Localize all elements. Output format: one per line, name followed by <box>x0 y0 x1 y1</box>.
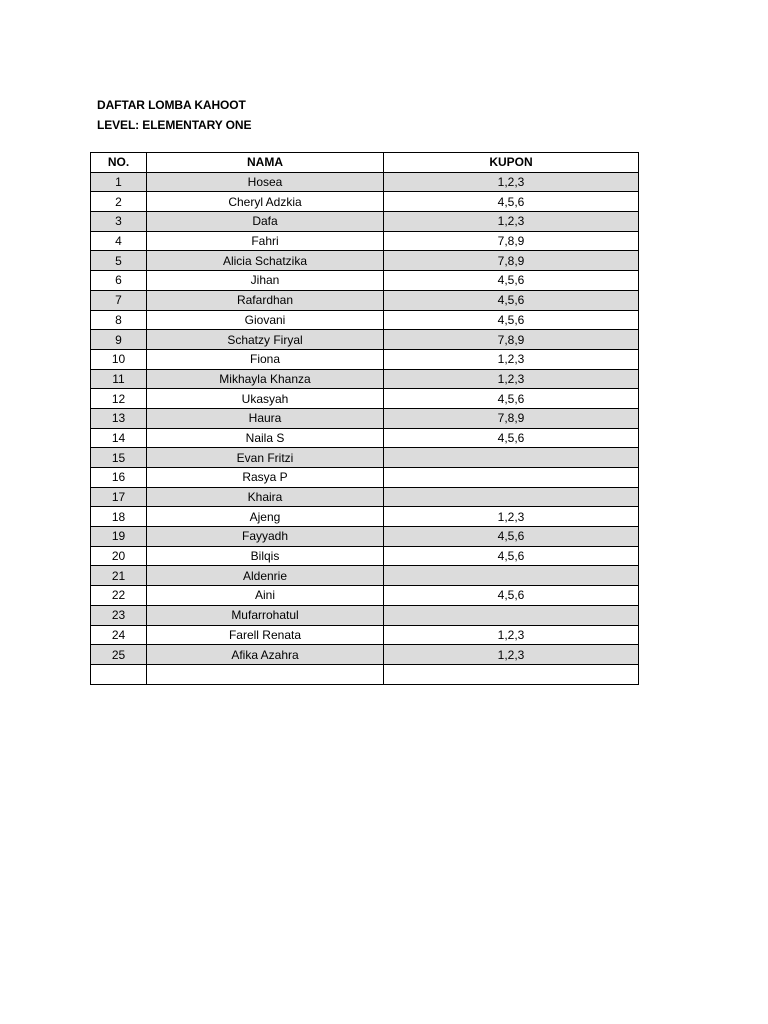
cell-nama: Aldenrie <box>147 566 384 586</box>
cell-nama: Cheryl Adzkia <box>147 192 384 212</box>
cell-no: 22 <box>91 586 147 606</box>
column-header-nama: NAMA <box>147 153 384 173</box>
table-header-row <box>91 153 639 173</box>
cell-nama: Farell Renata <box>147 625 384 645</box>
cell-kupon: 4,5,6 <box>384 586 639 606</box>
table-row <box>91 349 639 369</box>
cell-kupon: 4,5,6 <box>384 290 639 310</box>
cell-kupon <box>384 487 639 507</box>
cell-kupon: 4,5,6 <box>384 310 639 330</box>
cell-kupon <box>384 605 639 625</box>
cell-no: 12 <box>91 389 147 409</box>
cell-no: 20 <box>91 546 147 566</box>
cell-nama: Bilqis <box>147 546 384 566</box>
cell-no: 8 <box>91 310 147 330</box>
cell-no: 19 <box>91 527 147 547</box>
table-row <box>91 605 639 625</box>
table-row <box>91 231 639 251</box>
cell-kupon: 7,8,9 <box>384 251 639 271</box>
document-title: DAFTAR LOMBA KAHOOT <box>97 98 246 112</box>
table-row <box>91 448 639 468</box>
cell-kupon <box>384 566 639 586</box>
cell-kupon <box>384 468 639 488</box>
cell-no: 9 <box>91 330 147 350</box>
cell-kupon: 4,5,6 <box>384 527 639 547</box>
cell-kupon <box>384 664 639 684</box>
cell-kupon: 1,2,3 <box>384 212 639 232</box>
cell-no: 15 <box>91 448 147 468</box>
table-row <box>91 251 639 271</box>
cell-nama: Afika Azahra <box>147 645 384 665</box>
table-row <box>91 290 639 310</box>
cell-nama: Fahri <box>147 231 384 251</box>
cell-kupon: 4,5,6 <box>384 428 639 448</box>
cell-kupon: 1,2,3 <box>384 507 639 527</box>
cell-kupon: 4,5,6 <box>384 546 639 566</box>
table-row <box>91 408 639 428</box>
table-row <box>91 645 639 665</box>
table-row <box>91 389 639 409</box>
cell-nama: Mikhayla Khanza <box>147 369 384 389</box>
cell-no: 6 <box>91 271 147 291</box>
table-row-empty <box>91 664 639 684</box>
cell-kupon: 4,5,6 <box>384 389 639 409</box>
table-row <box>91 507 639 527</box>
cell-no: 24 <box>91 625 147 645</box>
cell-nama: Schatzy Firyal <box>147 330 384 350</box>
cell-nama: Mufarrohatul <box>147 605 384 625</box>
cell-nama: Ukasyah <box>147 389 384 409</box>
cell-kupon: 1,2,3 <box>384 172 639 192</box>
table-row <box>91 468 639 488</box>
cell-no: 7 <box>91 290 147 310</box>
table-row <box>91 212 639 232</box>
cell-no: 3 <box>91 212 147 232</box>
cell-kupon: 4,5,6 <box>384 192 639 212</box>
table-row <box>91 527 639 547</box>
cell-nama: Haura <box>147 408 384 428</box>
cell-no: 5 <box>91 251 147 271</box>
table-row <box>91 271 639 291</box>
document-heading <box>97 95 251 135</box>
cell-kupon: 1,2,3 <box>384 369 639 389</box>
table-row <box>91 310 639 330</box>
cell-kupon <box>384 448 639 468</box>
cell-kupon: 7,8,9 <box>384 408 639 428</box>
table-row <box>91 330 639 350</box>
table-row <box>91 625 639 645</box>
cell-kupon: 4,5,6 <box>384 271 639 291</box>
cell-nama <box>147 664 384 684</box>
cell-no: 21 <box>91 566 147 586</box>
cell-no: 2 <box>91 192 147 212</box>
table-row <box>91 546 639 566</box>
document-level: LEVEL: ELEMENTARY ONE <box>97 118 252 132</box>
cell-no: 13 <box>91 408 147 428</box>
cell-no: 11 <box>91 369 147 389</box>
table-row <box>91 428 639 448</box>
cell-nama: Evan Fritzi <box>147 448 384 468</box>
cell-no: 10 <box>91 349 147 369</box>
cell-nama: Jihan <box>147 271 384 291</box>
cell-nama: Dafa <box>147 212 384 232</box>
cell-kupon: 7,8,9 <box>384 231 639 251</box>
cell-nama: Alicia Schatzika <box>147 251 384 271</box>
table-row <box>91 192 639 212</box>
participant-table <box>90 152 639 685</box>
cell-nama: Rafardhan <box>147 290 384 310</box>
table-row <box>91 566 639 586</box>
table-row <box>91 369 639 389</box>
cell-kupon: 7,8,9 <box>384 330 639 350</box>
cell-nama: Rasya P <box>147 468 384 488</box>
cell-no: 18 <box>91 507 147 527</box>
cell-no <box>91 664 147 684</box>
column-header-kupon: KUPON <box>384 153 639 173</box>
cell-nama: Ajeng <box>147 507 384 527</box>
cell-nama: Giovani <box>147 310 384 330</box>
cell-kupon: 1,2,3 <box>384 645 639 665</box>
cell-no: 1 <box>91 172 147 192</box>
cell-kupon: 1,2,3 <box>384 625 639 645</box>
cell-nama: Fiona <box>147 349 384 369</box>
cell-nama: Aini <box>147 586 384 606</box>
column-header-no: NO. <box>91 153 147 173</box>
cell-nama: Khaira <box>147 487 384 507</box>
cell-no: 25 <box>91 645 147 665</box>
cell-no: 17 <box>91 487 147 507</box>
cell-no: 16 <box>91 468 147 488</box>
cell-no: 23 <box>91 605 147 625</box>
cell-nama: Fayyadh <box>147 527 384 547</box>
table-row <box>91 586 639 606</box>
table-row <box>91 487 639 507</box>
table-row <box>91 172 639 192</box>
cell-nama: Hosea <box>147 172 384 192</box>
table-body <box>91 172 639 684</box>
cell-no: 4 <box>91 231 147 251</box>
cell-nama: Naila S <box>147 428 384 448</box>
cell-kupon: 1,2,3 <box>384 349 639 369</box>
cell-no: 14 <box>91 428 147 448</box>
